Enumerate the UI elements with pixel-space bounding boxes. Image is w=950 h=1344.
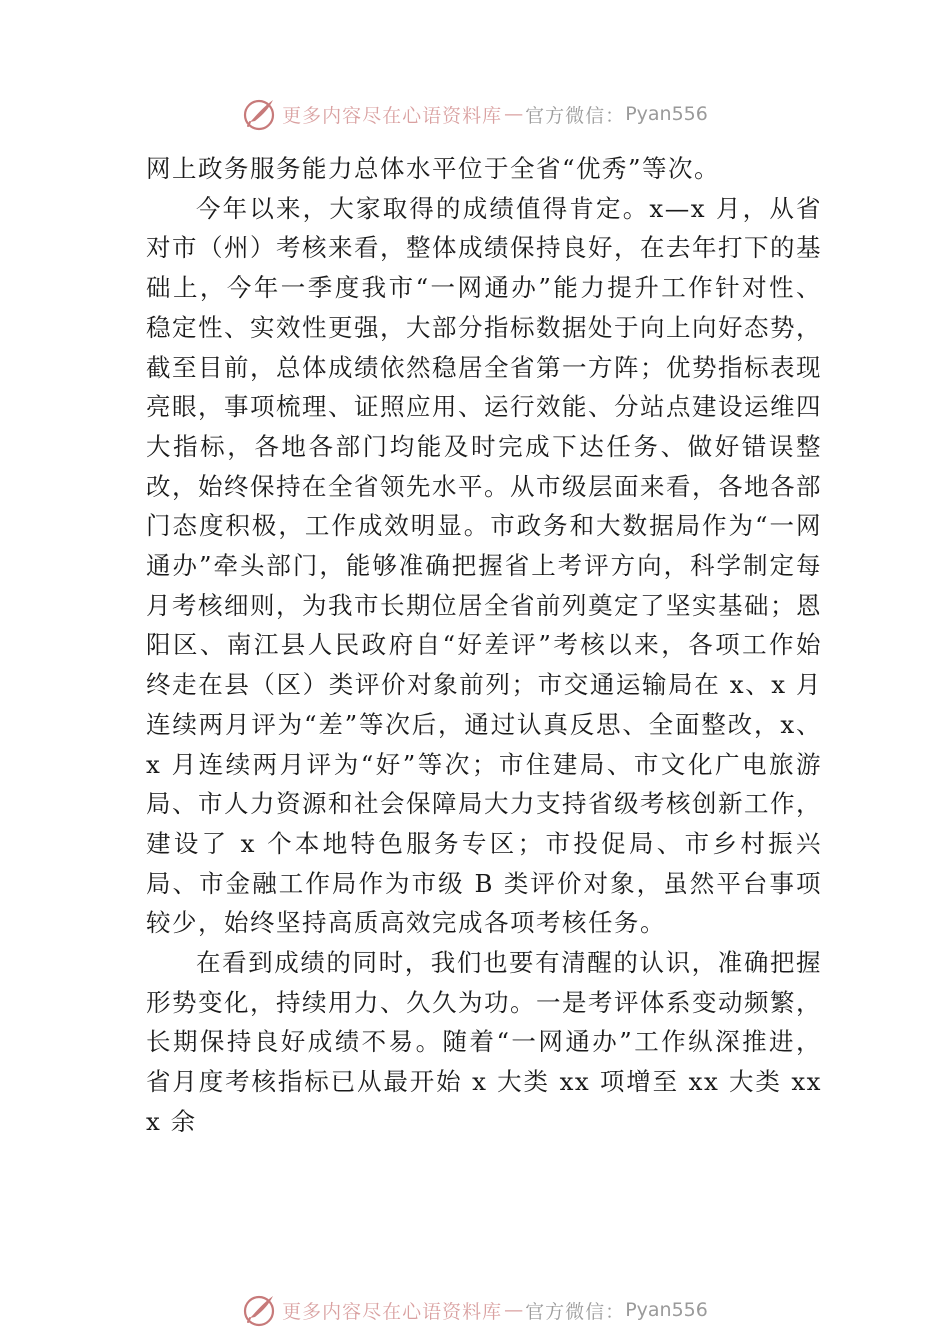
- paragraph-achievements: 今年以来，大家取得的成绩值得肯定。x—x 月，从省对市（州）考核来看，整体成绩保持良好，在去年打下的基础上，今年一季度我市“一网通办”能力提升工作针对性、稳定性、实效性更强，大部分指标数据处于向上向好态势，截至目前，总体成绩依然稳居全省第一方阵；优势指标表现亮眼，事项梳理、证照应用、运行效能、分站点建设运维四大指标，各地各部门均能及时完成下达任务、做好错误整改，始终保持在全省领先水平。从市级层面来看，各地各部门态度积极，工作成效明显。市政务和大数据局作为“一网通办”牵头部门，能够准确把握省上考评方向，科学制定每月考核细则，为我市长期位居全省前列奠定了坚实基础；恩阳区、南江县人民政府自“好差评”考核以来，各项工作始终走在县（区）类评价对象前列；市交通运输局在 x、x 月连续两月评为“差”等次后，通过认真反思、全面整改，x、x 月连续两月评为“好”等次；市住建局、市文化广电旅游局、市人力资源和社会保障局大力支持省级考核创新工作，建设了 x 个本地特色服务专区；市投促局、市乡村振兴局、市金融工作局作为市级 B 类评价对象，虽然平台事项较少，始终坚持高质高效完成各项考核任务。: [146, 193, 822, 938]
- header-dash: —: [504, 103, 524, 125]
- paragraph-continuation: 网上政务服务能力总体水平位于全省“优秀”等次。: [146, 154, 721, 183]
- header-wechat-label: 官方微信：: [525, 104, 626, 127]
- footer-brand-text: 更多内容尽在心语资料库: [282, 1300, 503, 1323]
- header-wechat-id: Pyan556: [625, 103, 708, 125]
- paragraph-challenges: 在看到成绩的同时，我们也要有清醒的认识，准确把握形势变化，持续用力、久久为功。一是考评体系变动频繁，长期保持良好成绩不易。随着“一网通办”工作纵深推进，省月度考核指标已从最开始 x 大类 xx 项增至 xx 大类 xxx 余: [146, 948, 822, 1136]
- header-brand-text: 更多内容尽在心语资料库: [282, 104, 503, 127]
- quill-pen-circle-icon: [242, 1292, 278, 1328]
- header-watermark: [0, 94, 950, 134]
- quill-pen-circle-icon: [242, 96, 278, 132]
- footer-dash: —: [504, 1299, 524, 1321]
- footer-watermark: [0, 1290, 950, 1330]
- footer-wechat-label: 官方微信：: [525, 1300, 626, 1323]
- document-body: [146, 149, 822, 1142]
- footer-wechat-id: Pyan556: [625, 1299, 708, 1321]
